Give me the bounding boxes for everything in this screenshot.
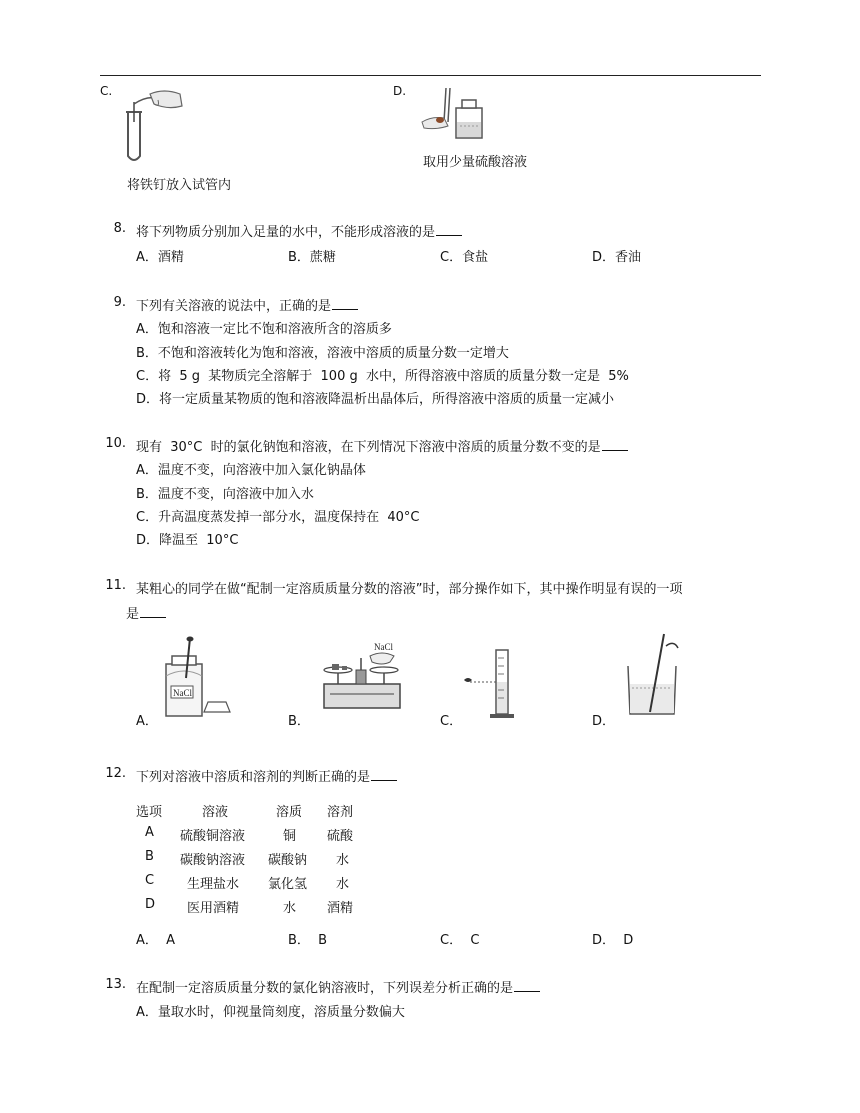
table-cell: 水 xyxy=(283,901,297,916)
question-stem: 下列有关溶液的说法中，正确的是 xyxy=(136,295,358,314)
option-b[interactable]: B． xyxy=(288,714,310,729)
table-cell: B xyxy=(145,849,154,864)
table-cell: D xyxy=(145,897,156,912)
q7-option-d-caption: 取用少量硫酸溶液 xyxy=(423,155,528,170)
acid-bottle-dropper-illustration xyxy=(418,86,490,142)
question-stem: 现有 30°C 时的氯化钠饱和溶液，在下列情况下溶液中溶质的质量分数不变的是 xyxy=(136,436,628,455)
question-number: 13. xyxy=(105,977,126,992)
nacl-label: NaCl xyxy=(374,642,393,652)
table-cell: 碳酸钠溶液 xyxy=(180,853,246,868)
question-number: 9. xyxy=(113,295,126,310)
option-a[interactable]: A．饱和溶液一定比不饱和溶液所含的溶质多 xyxy=(136,322,392,337)
table-cell: 氯化氢 xyxy=(268,877,308,892)
option-a[interactable]: A．量取水时，仰视量筒刻度，溶质量分数偏大 xyxy=(136,1005,405,1020)
answer-blank[interactable] xyxy=(436,223,462,236)
option-c[interactable]: C． xyxy=(440,714,463,729)
table-header: 溶质 xyxy=(276,805,303,820)
question-number: 12. xyxy=(105,766,126,781)
answer-blank[interactable] xyxy=(514,979,540,992)
option-d[interactable]: D．将一定质量某物质的饱和溶液降温析出晶体后，所得溶液中溶质的质量一定减小 xyxy=(136,392,615,407)
question-stem-line2: 是 xyxy=(126,603,166,622)
option-a[interactable]: A．酒精 xyxy=(136,250,184,265)
option-c[interactable]: C．将 5 g 某物质完全溶解于 100 g 水中，所得溶液中溶质的质量分数一定是 5% xyxy=(136,369,629,384)
table-cell: 酒精 xyxy=(327,901,354,916)
question-number: 11. xyxy=(105,578,126,593)
nacl-label: NaCl xyxy=(173,688,192,698)
table-cell: 医用酒精 xyxy=(187,901,240,916)
question-stem: 将下列物质分别加入足量的水中，不能形成溶液的是 xyxy=(136,221,462,240)
q7-option-c-label: C. xyxy=(100,84,113,98)
table-cell: 硫酸 xyxy=(327,829,354,844)
table-cell: 水 xyxy=(336,853,350,868)
option-b[interactable]: B．蔗糖 xyxy=(288,250,336,265)
graduated-cylinder-reading-illustration xyxy=(460,648,524,720)
test-tube-iron-nail-illustration xyxy=(120,86,190,164)
option-b[interactable]: B． B xyxy=(288,933,328,948)
q7-option-d-label: D. xyxy=(393,84,407,98)
table-header: 选项 xyxy=(136,805,163,820)
table-cell: 碳酸钠 xyxy=(268,853,308,868)
option-b[interactable]: B．温度不变，向溶液中加入水 xyxy=(136,487,314,502)
table-cell: 铜 xyxy=(283,829,297,844)
option-d[interactable]: D． xyxy=(592,714,616,729)
option-b[interactable]: B．不饱和溶液转化为饱和溶液，溶液中溶质的质量分数一定增大 xyxy=(136,346,509,361)
answer-blank[interactable] xyxy=(332,297,358,310)
balance-weighing-nacl-illustration xyxy=(316,640,408,714)
table-cell: C xyxy=(145,873,155,888)
beaker-stirring-illustration xyxy=(620,632,684,718)
option-c[interactable]: C．食盐 xyxy=(440,250,489,265)
answer-blank[interactable] xyxy=(371,768,397,781)
table-header: 溶剂 xyxy=(327,805,354,820)
table-header: 溶液 xyxy=(202,805,229,820)
table-cell: 生理盐水 xyxy=(187,877,240,892)
option-d[interactable]: D．降温至 10°C xyxy=(136,533,239,548)
question-number: 10. xyxy=(105,436,126,451)
table-cell: 硫酸铜溶液 xyxy=(180,829,246,844)
question-stem: 下列对溶液中溶质和溶剂的判断正确的是 xyxy=(136,766,397,785)
nacl-reagent-bottle-illustration xyxy=(160,636,240,718)
question-number: 8. xyxy=(113,221,126,236)
option-a[interactable]: A． A xyxy=(136,933,176,948)
option-a[interactable]: A． xyxy=(136,714,158,729)
answer-blank[interactable] xyxy=(602,438,628,451)
answer-blank[interactable] xyxy=(140,605,166,618)
question-stem-line1: 某粗心的同学在做“配制一定溶质质量分数的溶液”时，部分操作如下，其中操作明显有误的一项 xyxy=(136,582,683,597)
option-d[interactable]: D．香油 xyxy=(592,250,642,265)
q7-option-c-caption: 将铁钉放入试管内 xyxy=(127,178,232,193)
option-c[interactable]: C．升高温度蒸发掉一部分水，温度保持在 40°C xyxy=(136,510,420,525)
option-d[interactable]: D． D xyxy=(592,933,634,948)
table-cell: A xyxy=(145,825,154,840)
option-a[interactable]: A．温度不变，向溶液中加入氯化钠晶体 xyxy=(136,463,366,478)
option-c[interactable]: C． C xyxy=(440,933,480,948)
question-stem: 在配制一定溶质质量分数的氯化钠溶液时，下列误差分析正确的是 xyxy=(136,977,540,996)
table-cell: 水 xyxy=(336,877,350,892)
page-top-rule xyxy=(100,75,761,76)
